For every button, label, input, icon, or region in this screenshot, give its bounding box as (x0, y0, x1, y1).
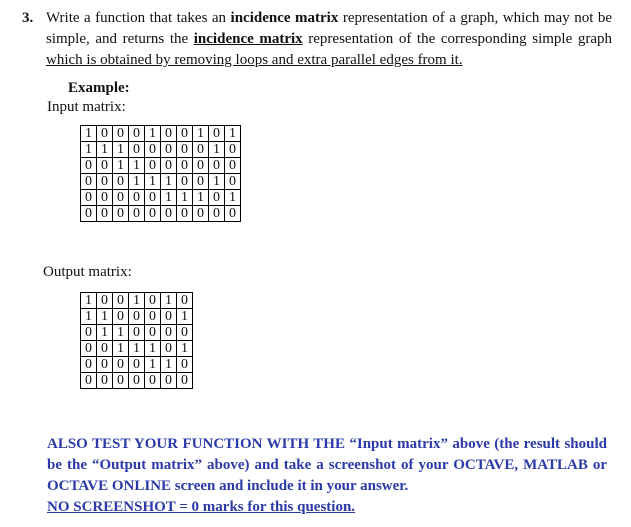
output-matrix-cell: 0 (177, 373, 193, 389)
output-matrix-cell: 1 (177, 341, 193, 357)
input-matrix-cell: 1 (161, 174, 177, 190)
input-matrix-cell: 1 (177, 190, 193, 206)
output-matrix-cell: 0 (81, 325, 97, 341)
input-matrix-cell: 0 (225, 174, 241, 190)
question-text-part2: representation of a graph, which may not be simple, and returns the (46, 10, 613, 47)
input-matrix-cell: 1 (113, 142, 129, 158)
question-bold-underlined-incidence-matrix: incidence matrix (193, 31, 303, 47)
output-matrix-cell: 0 (129, 325, 145, 341)
output-matrix-cell: 0 (177, 357, 193, 373)
output-matrix-row (81, 309, 193, 325)
input-matrix-cell: 1 (209, 174, 225, 190)
input-matrix-cell: 1 (193, 190, 209, 206)
input-matrix-cell: 1 (225, 126, 241, 142)
input-matrix-cell: 0 (97, 158, 113, 174)
input-matrix-cell: 0 (193, 142, 209, 158)
input-matrix-cell: 0 (145, 190, 161, 206)
input-matrix-cell: 1 (193, 126, 209, 142)
output-matrix-cell: 1 (113, 325, 129, 341)
output-matrix-cell: 0 (81, 357, 97, 373)
input-matrix-cell: 1 (145, 126, 161, 142)
output-matrix-cell: 0 (113, 373, 129, 389)
input-matrix-cell: 1 (81, 142, 97, 158)
input-matrix-cell: 0 (81, 190, 97, 206)
input-matrix-cell: 1 (113, 158, 129, 174)
output-matrix-cell: 1 (81, 309, 97, 325)
output-matrix-cell: 0 (129, 373, 145, 389)
input-matrix-cell: 0 (161, 206, 177, 222)
input-matrix-cell: 0 (177, 158, 193, 174)
input-matrix-row (81, 174, 241, 190)
output-matrix-cell: 1 (177, 309, 193, 325)
output-matrix-cell: 0 (145, 325, 161, 341)
question-bold-incidence-matrix: incidence matrix (230, 10, 339, 26)
input-matrix-cell: 1 (81, 126, 97, 142)
output-matrix-cell: 1 (97, 309, 113, 325)
input-matrix-cell: 0 (81, 206, 97, 222)
input-matrix-cell: 0 (177, 126, 193, 142)
output-matrix-cell: 0 (145, 309, 161, 325)
question-number: 3. (22, 10, 34, 26)
output-matrix-cell: 0 (113, 309, 129, 325)
output-matrix-label: Output matrix: (43, 264, 132, 280)
question-text-part3: representation of the corresponding simple graph (302, 31, 612, 47)
output-matrix-cell: 1 (129, 293, 145, 309)
input-matrix-cell: 0 (193, 206, 209, 222)
input-matrix-row (81, 142, 241, 158)
output-matrix-cell: 0 (145, 293, 161, 309)
output-matrix-cell: 1 (145, 357, 161, 373)
output-matrix-cell: 0 (81, 373, 97, 389)
input-matrix-cell: 0 (177, 206, 193, 222)
no-screenshot-warning: NO SCREENSHOT = 0 marks for this question. (47, 499, 356, 515)
question-text (46, 8, 612, 71)
input-matrix-cell: 0 (209, 126, 225, 142)
input-matrix-cell: 0 (225, 206, 241, 222)
output-matrix-row (81, 293, 193, 309)
output-matrix-cell: 1 (81, 293, 97, 309)
input-matrix-row (81, 126, 241, 142)
output-matrix-cell: 1 (161, 357, 177, 373)
input-matrix-cell: 0 (145, 158, 161, 174)
output-matrix-cell: 1 (145, 341, 161, 357)
input-matrix-cell: 1 (225, 190, 241, 206)
input-matrix-cell: 0 (129, 142, 145, 158)
output-matrix-cell: 1 (113, 341, 129, 357)
input-matrix-cell: 0 (129, 126, 145, 142)
output-matrix-row (81, 357, 193, 373)
input-matrix-cell: 0 (225, 158, 241, 174)
question-underlined-clause: which is obtained by removing loops and extra parallel edges from it. (46, 52, 463, 68)
output-matrix-row (81, 373, 193, 389)
input-matrix-label: Input matrix: (47, 99, 126, 115)
input-matrix-cell: 0 (113, 174, 129, 190)
output-matrix-cell: 1 (129, 341, 145, 357)
output-matrix-cell: 0 (161, 341, 177, 357)
input-matrix-cell: 0 (209, 190, 225, 206)
input-matrix-cell: 1 (209, 142, 225, 158)
output-matrix-cell: 0 (177, 293, 193, 309)
instructions-text: ALSO TEST YOUR FUNCTION WITH THE “Input matrix” above (the result should be the “Output matrix” above) and take a screenshot of your OCTAVE, MATLAB or OCTAVE ONLINE screen and include it in your answer. (47, 436, 607, 494)
question-text-part1: Write a function that takes an (46, 10, 231, 26)
output-matrix-cell: 0 (113, 357, 129, 373)
output-matrix-cell: 0 (97, 373, 113, 389)
input-matrix-cell: 0 (193, 158, 209, 174)
input-matrix-cell: 0 (97, 190, 113, 206)
input-matrix-table (80, 125, 241, 222)
input-matrix-cell: 0 (113, 190, 129, 206)
output-matrix-cell: 0 (113, 293, 129, 309)
input-matrix-cell: 0 (145, 142, 161, 158)
input-matrix-cell: 1 (161, 190, 177, 206)
input-matrix-cell: 0 (225, 142, 241, 158)
output-matrix-cell: 0 (161, 325, 177, 341)
input-matrix-cell: 0 (161, 158, 177, 174)
input-matrix-cell: 0 (129, 190, 145, 206)
input-matrix-cell: 0 (97, 206, 113, 222)
input-matrix-row (81, 158, 241, 174)
input-matrix-cell: 0 (161, 142, 177, 158)
output-matrix-table (80, 292, 193, 389)
output-matrix-cell: 0 (177, 325, 193, 341)
input-matrix-cell: 0 (209, 206, 225, 222)
instructions (47, 434, 607, 518)
output-matrix-cell: 0 (97, 341, 113, 357)
example-title: Example: (68, 80, 130, 96)
input-matrix-cell: 0 (97, 174, 113, 190)
input-matrix-cell: 0 (113, 206, 129, 222)
output-matrix-cell: 0 (97, 357, 113, 373)
output-matrix-cell: 0 (161, 309, 177, 325)
input-matrix-cell: 0 (177, 142, 193, 158)
output-matrix-cell: 0 (81, 341, 97, 357)
question (22, 8, 612, 71)
output-matrix-cell: 0 (129, 357, 145, 373)
input-matrix-cell: 0 (97, 126, 113, 142)
output-matrix-row (81, 341, 193, 357)
input-matrix-cell: 0 (81, 174, 97, 190)
input-matrix-cell: 0 (193, 174, 209, 190)
input-matrix-cell: 1 (129, 174, 145, 190)
input-matrix-row (81, 190, 241, 206)
input-matrix-cell: 0 (113, 126, 129, 142)
input-matrix-cell: 0 (177, 174, 193, 190)
input-matrix-row (81, 206, 241, 222)
output-matrix-cell: 0 (161, 373, 177, 389)
input-matrix-cell: 0 (81, 158, 97, 174)
input-matrix-cell: 0 (145, 206, 161, 222)
input-matrix-cell: 1 (129, 158, 145, 174)
output-matrix-cell: 0 (97, 293, 113, 309)
output-matrix-row (81, 325, 193, 341)
input-matrix-cell: 0 (161, 126, 177, 142)
input-matrix-cell: 1 (97, 142, 113, 158)
output-matrix-cell: 0 (129, 309, 145, 325)
input-matrix-cell: 0 (209, 158, 225, 174)
input-matrix-cell: 0 (129, 206, 145, 222)
output-matrix-cell: 1 (161, 293, 177, 309)
output-matrix-cell: 1 (97, 325, 113, 341)
output-matrix-cell: 0 (145, 373, 161, 389)
input-matrix-cell: 1 (145, 174, 161, 190)
